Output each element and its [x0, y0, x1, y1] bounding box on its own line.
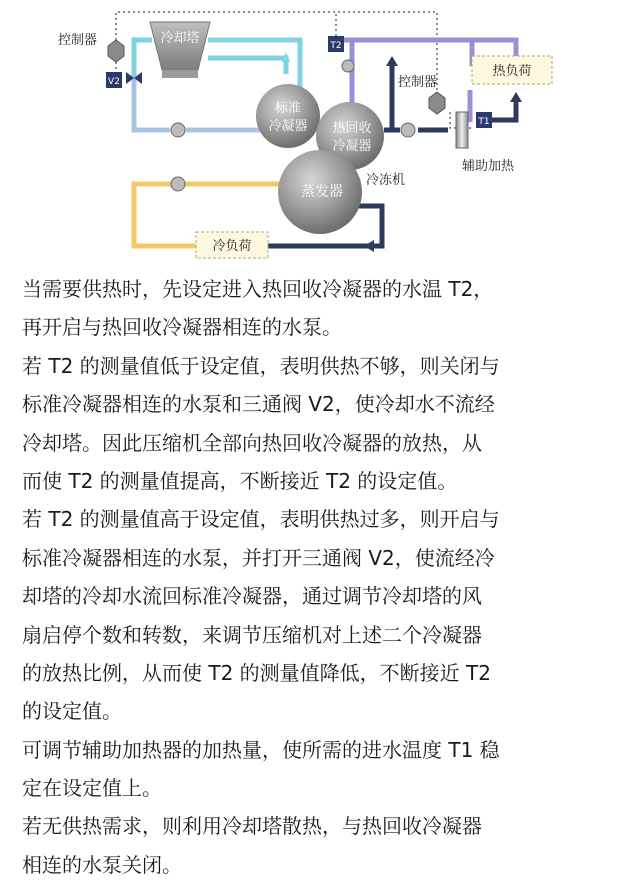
- pump-icon: [342, 60, 354, 72]
- text-line: 冷却塔。因此压缩机全部向热回收冷凝器的放热，从: [22, 430, 482, 455]
- heat-recovery-condenser-label-1: 热回收: [332, 121, 372, 136]
- text-line: 标准冷凝器相连的水泵，并打开三通阀 V2，使流经冷: [22, 545, 495, 570]
- up-arrow-icon: [386, 56, 398, 66]
- t2-label: T2: [330, 41, 342, 51]
- system-diagram: [0, 0, 643, 262]
- text-line: 可调节辅助加热器的加热量，使所需的进水温度 T1 稳: [22, 737, 500, 762]
- text-line: 而使 T2 的测量值提高，不断接近 T2 的设定值。: [22, 468, 458, 493]
- text-line: 若 T2 的测量值高于设定值，表明供热过多，则开启与: [22, 507, 500, 532]
- aux-heater: [456, 112, 468, 148]
- text-line: 的放热比例，从而使 T2 的测量值降低，不断接近 T2: [22, 660, 491, 685]
- chiller-label: 冷冻机: [366, 173, 406, 188]
- text-line: 再开启与热回收冷凝器相连的水泵。: [22, 315, 342, 340]
- cold-load-label: 冷负荷: [212, 239, 252, 254]
- heat-supply-loop-2: [344, 40, 516, 56]
- v2-label: V2: [108, 77, 120, 87]
- text-line: 却塔的冷却水流回标准冷凝器，通过调节冷却塔的风: [22, 584, 482, 609]
- up-arrow-icon-2: [510, 92, 522, 102]
- text-line: 的设定值。: [22, 699, 122, 724]
- pump-icon-3: [401, 123, 415, 137]
- standard-condenser-label-2: 冷凝器: [268, 119, 308, 134]
- t1-label: T1: [478, 117, 490, 127]
- text-line: 定在设定值上。: [22, 776, 162, 801]
- pump-icon-2: [171, 123, 185, 137]
- standard-condenser: [256, 84, 320, 148]
- text-line: 若 T2 的测量值低于设定值，表明供热不够，则关闭与: [22, 353, 500, 378]
- text-line: 标准冷凝器相连的水泵和三通阀 V2，使冷却水不流经: [22, 392, 495, 417]
- cooling-tower-label: 冷却塔: [160, 31, 200, 46]
- text-line: 当需要供热时，先设定进入热回收冷凝器的水温 T2，: [22, 277, 494, 301]
- heat-recovery-condenser-label-2: 冷凝器: [332, 139, 372, 154]
- text-line: 若无供热需求，则利用冷却塔散热，与热回收冷凝器: [22, 814, 482, 839]
- pump-icon-4: [171, 177, 185, 191]
- text-line: 扇启停个数和转数，来调节压缩机对上述二个冷凝器: [22, 622, 482, 647]
- controller-right-label: 控制器: [398, 75, 438, 90]
- controller-right-icon: [429, 92, 445, 114]
- controller-left-icon: [108, 40, 124, 62]
- standard-condenser-label-1: 标准: [274, 101, 302, 116]
- cooling-tower: [150, 22, 210, 78]
- explanation-text: [22, 270, 622, 884]
- left-arrow-icon: [364, 240, 374, 252]
- text-line: 相连的水泵关闭。: [22, 852, 182, 877]
- evaporator-label: 蒸发器: [301, 184, 343, 200]
- heat-load-label: 热负荷: [492, 64, 532, 79]
- aux-heating-label: 辅助加热: [462, 159, 515, 174]
- controller-left-label: 控制器: [58, 33, 98, 48]
- cooling-return-loop: [134, 76, 262, 130]
